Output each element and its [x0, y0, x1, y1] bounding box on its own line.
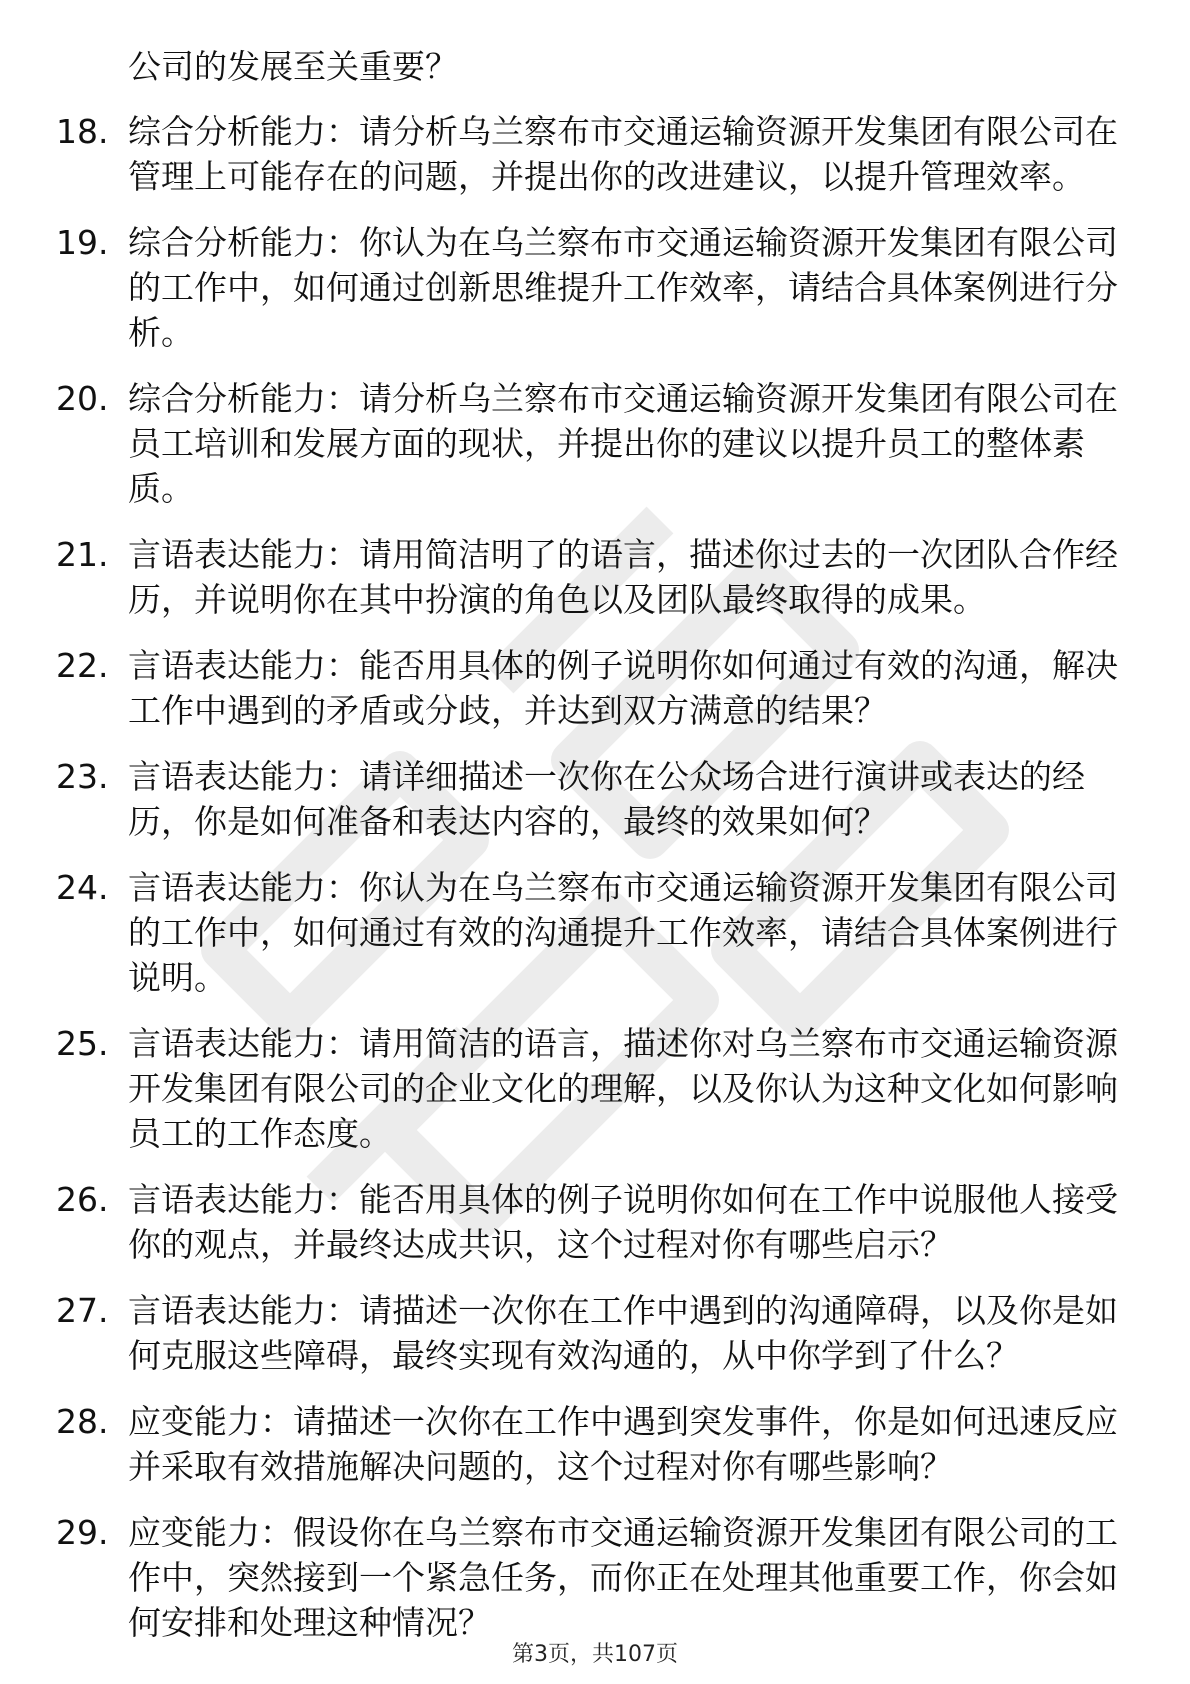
list-item — [56, 1399, 1126, 1489]
question-number: 24. — [56, 868, 109, 907]
list-item — [56, 1288, 1126, 1378]
question-text: 言语表达能力：请用简洁明了的语言，描述你过去的一次团队合作经历，并说明你在其中扮演的角色以及团队最终取得的成果。 — [128, 535, 1118, 619]
question-text: 综合分析能力：请分析乌兰察布市交通运输资源开发集团有限公司在员工培训和发展方面的现状，并提出你的建议以提升员工的整体素质。 — [128, 379, 1118, 508]
list-item — [56, 220, 1126, 355]
question-text: 言语表达能力：请用简洁的语言，描述你对乌兰察布市交通运输资源开发集团有限公司的企业文化的理解，以及你认为这种文化如何影响员工的工作态度。 — [128, 1024, 1118, 1153]
question-text: 应变能力：请描述一次你在工作中遇到突发事件，你是如何迅速反应并采取有效措施解决问题的，这个过程对你有哪些影响？ — [128, 1402, 1118, 1486]
question-text: 言语表达能力：能否用具体的例子说明你如何通过有效的沟通，解决工作中遇到的矛盾或分歧，并达到双方满意的结果？ — [128, 646, 1118, 730]
list-item — [56, 109, 1126, 199]
list-item — [56, 754, 1126, 844]
question-list — [0, 44, 1190, 1666]
question-text: 言语表达能力：你认为在乌兰察布市交通运输资源开发集团有限公司的工作中，如何通过有效的沟通提升工作效率，请结合具体案例进行说明。 — [128, 868, 1118, 997]
question-text: 言语表达能力：请描述一次你在工作中遇到的沟通障碍，以及你是如何克服这些障碍，最终实现有效沟通的，从中你学到了什么？ — [128, 1291, 1118, 1375]
question-text: 综合分析能力：你认为在乌兰察布市交通运输资源开发集团有限公司的工作中，如何通过创新思维提升工作效率，请结合具体案例进行分析。 — [128, 223, 1118, 352]
question-text: 言语表达能力：请详细描述一次你在公众场合进行演讲或表达的经历，你是如何准备和表达内容的，最终的效果如何？ — [128, 757, 1085, 841]
question-number: 18. — [56, 112, 109, 151]
list-item — [56, 376, 1126, 511]
question-number: 25. — [56, 1024, 109, 1063]
page-number-footer: 第3页，共107页 — [512, 1642, 678, 1667]
list-item — [56, 1510, 1126, 1645]
list-item — [56, 865, 1126, 1000]
question-number: 20. — [56, 379, 109, 418]
question-number: 27. — [56, 1291, 109, 1330]
question-number: 19. — [56, 223, 109, 262]
list-item — [56, 532, 1126, 622]
question-number: 29. — [56, 1513, 109, 1552]
question-number: 23. — [56, 757, 109, 796]
question-number: 22. — [56, 646, 109, 685]
question-text: 言语表达能力：能否用具体的例子说明你如何在工作中说服他人接受你的观点，并最终达成共识，这个过程对你有哪些启示？ — [128, 1180, 1118, 1264]
question-number: 21. — [56, 535, 109, 574]
list-item — [56, 1021, 1126, 1156]
continued-question-text: 公司的发展至关重要？ — [128, 47, 458, 86]
question-number: 28. — [56, 1402, 109, 1441]
list-item — [56, 643, 1126, 733]
list-item — [56, 1177, 1126, 1267]
question-text: 综合分析能力：请分析乌兰察布市交通运输资源开发集团有限公司在管理上可能存在的问题，并提出你的改进建议，以提升管理效率。 — [128, 112, 1118, 196]
question-number: 26. — [56, 1180, 109, 1219]
question-text: 应变能力：假设你在乌兰察布市交通运输资源开发集团有限公司的工作中，突然接到一个紧急任务，而你正在处理其他重要工作，你会如何安排和处理这种情况？ — [128, 1513, 1118, 1642]
